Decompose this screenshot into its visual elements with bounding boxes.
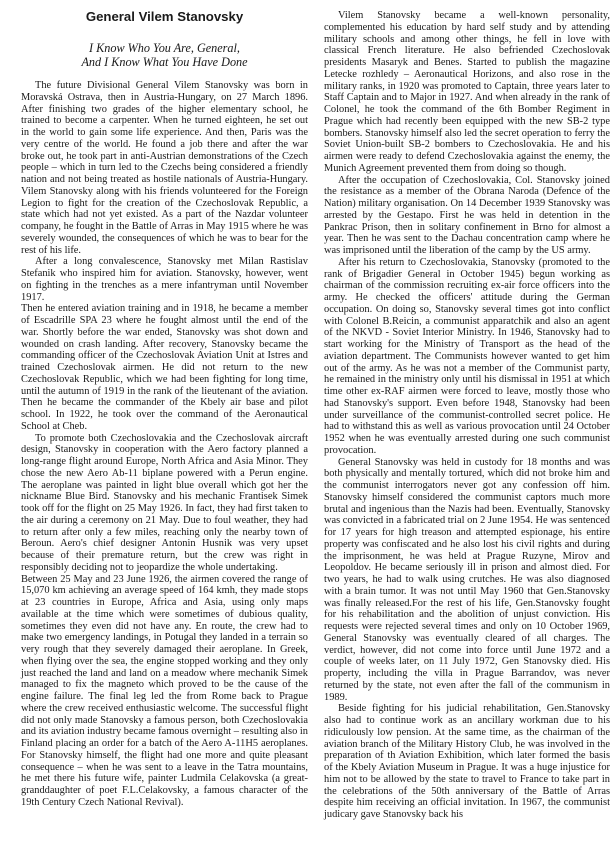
article-title: General Vilem Stanovsky: [85, 9, 244, 24]
paragraph: Beside fighting for his judicial rehabilitation, Gen.Stanovsky also had to continue work as an ancillary workman due to his ridiculously low pension. At the same time, as the chairman of the aviation branch of the Military History Club, he was involved in the preparation of th Aviation Exhibition, which later formed the basis of the Kbely Aviation Museum in Prague. It was a huge injustice for him not to be allowed by the state to travel to France to take part in the celebrations of the 50th anniversary of the Battle of Arras despite him receiving an official invitation. In 1967, the communist judicary gave Stanovsky back his: [324, 703, 610, 820]
paragraph: After the occupation of Czechoslovakia, Col. Stanovsky joined the resistance as a member of the Obrana Naroda (Defence of the Nation) military organisation. On 14 December 1939 Stanovsky was arrested by the Gestapo. First he was held in detention in the Pankrac Prison, then in solitary confinement in Brno for almost a year. Then he was sent to the Dachau concentration camp where he was imprisoned until the liberation of the camp by the US army.: [324, 174, 610, 256]
paragraph: After his return to Czechoslovakia, Stanovsky (promoted to the rank of Brigadier General in October 1945) begun working as chairman of the commission recruiting ex-air force officers into the army. He checked the officers' attitude during the German occupation. On doing so, Stanovsky several times got into conflict with Colonel B.Reicin, a communist apparatchik and also an agent of the NKVD - Soviet Interior Ministry. In 1946, Stanovsky had to start working for the Ministry of Transport as the head of the aviation department. The Communists however wanted to get him out of the army. As he was not a member of the Communist party, he remained in the ministry only until his dismissal in 1951 at which time other ex-RAF airmen were forced to leave, mostly those who had Stanovsky's support. Even before 1948, Stanovsky had been under surveillance of the communist-controlled secret police. He had to withstand this as well as various provocation until 24 October 1952 when he was eventually arrested during one such communist provocation.: [324, 256, 610, 456]
paragraph: General Stanovsky was held in custody for 18 months and was both physically and mentally tortured, which did not broke him and the communist interrogators never got any confession off him. Stanovsky himself considered the communist captors much more brutal and ingenious than the Nazis had been. Eventually, Stanovsky was convicted in a fabricated trial on 2 June 1954. He was sentenced for 17 years for high treason and attempted espionage, his entire property was confiscated and he also lost his civil rights and during the imprisonment, he was held at Prague Ruzyne, Mirov and Leopoldov. He became seriously ill in prison and almost died. For two years, he had to walk using crutches. He was also diagnosed with a brain tumor. It was not until May 1960 that Gen.Stanovsky was finally released.For the rest of his life, Gen.Stanovsky fought for his rehabilitation and the abolition of unjust conviction. His requests were rejected several times and only on 10 October 1969, General Stanovsky was eventually cleared of all charges. The verdict, however, did not come into force until June 1972 and a couple of weeks later, on 11 July 1972, Gen Stanovsky died. His property, including the villa in Prague Barrandov, was never returned by the state, not even after the fall of the communism in 1989.: [324, 456, 610, 703]
article-subtitle: [21, 41, 308, 69]
right-column: [324, 10, 610, 854]
subtitle-line-1: I Know Who You Are, General,: [89, 41, 240, 55]
paragraph: Between 25 May and 23 June 1926, the airmen covered the range of 15,070 km achieving an average speed of 164 kmh, they made stops at 23 countries in Europe, Africa and Asia, using only maps available at the time which were sometimes of dubious quality, sometimes they even did not have any. En route, the crew had to make two emergency landings, in Potugal they landed in a terrain so very rough that they severely damaged their aeroplane. In Greek, when flying over the sea, the engine stopped working and they only just reached the land and land on a meadow where mechanik Simek managed to fix the magneto which proved to be the cause of the engine failure. The final leg led the from Rome back to Prague where the crew received enthusiastic welcome. The successful flight did not only made Stanovsky a famous person, both Czechoslovakia and its aviation industry became famous overnight – resulting also in Finland placing an order for a batch of the Aero A-11H5 aeroplanes. For Stanovsky himself, the flight had one more and quite pleasant consequence – when he was sent to a leave in the Tatra mountains, he met there his future wife, painter Ludmila Celakovska (a great-granddaughter of poet F.L.Celakovsky, a famous character of the 19th Century Czech National Revival).: [21, 573, 308, 808]
left-column: [21, 10, 308, 854]
paragraph: Then he entered aviation training and in 1918, he became a member of Escadrille SPA 23 where he fought almost until the end of the war. Shortly before the war ended, Stanovsky was shot down and wounded on crash landing. After recovery, Stanovsky became the commanding officer of the Czechoslovak Aviation Unit at Istres and trained Czechoslovak airmen. He did not return to the new Czechoslovak Republic, which we had been fighting for long time, until the autumn of 1919 in the rank of the lieutenant of the aviation. Then he became the commander of the Kbely air base and pilot school. In 1922, he took over the command of the Aeronautical School at Cheb.: [21, 303, 308, 432]
paragraph: Vilem Stanovsky became a well-known personality, complemented his education by hard self study and by attending military schools and among other things, he fell in love with classical French literature. He also befriended Czechoslovak presidents Masaryk and Benes. Started to publish the magazine Letecke rozhledy – Aeronautical Horizons, and also rose in the military ranks, in 1920 was promoted to Captain, three years later to Staff Captain and to Major in 1927. And when already in the rank of Colonel, he took the command of the 6th Bomber Regiment in Prague which had recently been equipped with the new SB-2 type bombers. Stanovsky himself also led the secret operation to ferry the Soviet Union-built SB-2 bombers to Czechoslovakia. He and his airmen were ready to defend Czechoslovakia against the enemy, the Munich Agreement prevented them from doing so though.: [324, 10, 610, 174]
paragraph: After a long convalescence, Stanovsky met Milan Rastislav Stefanik who inspired him for aviation. Stanovsky, however, went on fighting in the trenches as a mere infantryman until November 1917.: [21, 256, 308, 303]
paragraph: The future Divisional General Vilem Stanovsky was born in Moravská Ostrava, then in Austria-Hungary, on 27 March 1896. After finishing two grades of the higher elementary school, he trained to become a carpenter. When he turned eighteen, he set out in the world to gain some life experience. And then, Paris was the very centre of the world. He found a job there and after the war broke out, he took part in anti-Austrian demonstrations of the Czech people – which in turn led to the Czechs being considered a friendly nation and not being treated as hostile nationals of Austria-Hungary. Vilem Stanovsky along with his friends volunteered for the Foreign Legion to fight for the creation of the Czechoslovak Republic, a state which had not yet existed. As a part of the Nazdar volunteer company, he fought in the Battle of Arras in May 1915 where he was severely wounded, the consequences of which he was to bear for the rest of his life.: [21, 80, 308, 256]
subtitle-line-2: And I Know What You Have Done: [81, 55, 248, 69]
paragraph: To promote both Czechoslovakia and the Czechoslovak aircraft design, Stanovsky in cooperation with the Aero factory planned a long-range flight around Europe, North Africa and Asia Minor. They chose the new Aero Ab-11 biplane powered with a Perun engine. The aeroplane was painted in light blue overall which got her the nickname Blue Bird. Stanovsky and his mechanic Frantisek Simek took off for the flight on 25 May 1926. In fact, they had first taken to the air during a ceremony on 21 May. Due to foul weather, they had to return after only a few miles, reaching only the nearby town of Beroun. Aero's chief designer Antonin Husnik was very upset because of their premature return, but the crew was right in responsibly deciding not to jeopardize the whole undertaking.: [21, 432, 308, 573]
